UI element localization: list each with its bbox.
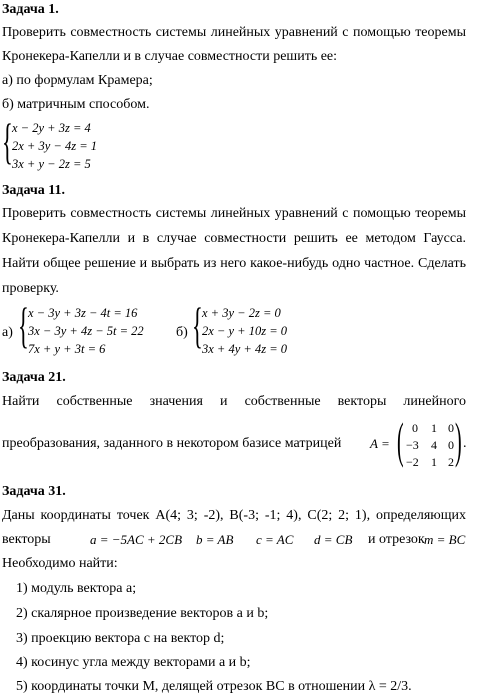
matrix-cell: 1 [431,455,437,469]
task11-line2: Кронекера-Капелли и в случае совместности решить ее методом Гаусса. [2,231,466,246]
matrix-cell: 0 [448,438,454,452]
and-segment: и отрезок [368,532,425,547]
task1-system [2,113,122,174]
need-to-find: Необходимо найти: [2,556,118,571]
task11-b-eq1: x + 3y − 2z = 0 [202,306,281,320]
list-item: 4) косинус угла между векторами a и b; [16,655,251,670]
matrix-cell: 0 [412,421,418,435]
task11-system-a [18,297,168,358]
vector-b-def: b = AB [196,532,234,547]
task21-title: Задача 21. [2,370,66,385]
task11-line1: Проверить совместность системы линейных уравнений с помощью теоремы [2,206,466,221]
task1-brace: { [2,113,13,169]
task11-a-eq1: x − 3y + 3z − 4t = 16 [28,306,138,320]
task11-b-eq3: 3x + 4y + 4z = 0 [202,342,288,356]
segment-def: m = BC [424,532,466,547]
matrix-name: A = [370,436,390,451]
task21-line2: преобразования, заданного в некотором базисе матрицей [2,436,342,451]
vector-c-def: c = AC [256,532,294,547]
task31-title: Задача 31. [2,484,66,499]
matrix-cell: 4 [431,438,437,452]
matrix-cell: 2 [448,455,454,469]
task1-item-a: а) по формулам Крамера; [2,73,153,88]
task1-line1: Проверить совместность системы линейных уравнений с помощью теоремы [2,25,466,40]
task1-eq3: 3x + y − 2z = 5 [12,157,91,171]
matrix-cell: 0 [448,421,454,435]
task11-a-eq2: 3x − 3y + 4z − 5t = 22 [28,324,144,338]
task11-title: Задача 11. [2,183,66,198]
task11-system-b [192,297,312,358]
task1-title: Задача 1. [2,2,59,17]
task21-line1: Найти собственные значения и собственные векторы линейного [2,394,466,409]
matrix-right-paren: ) [454,412,462,468]
list-item: 1) модуль вектора a; [16,581,137,596]
task1-line2: Кронекера-Капелли и в случае совместности решить ее: [2,49,338,64]
matrix-cell: −2 [406,455,419,469]
task31-line1: Даны координаты точек A(4; 3; -2), B(-3; -1; 4), C(2; 2; 1), определяющих [2,508,466,523]
task1-eq1: x − 2y + 3z = 4 [12,121,91,135]
list-item: 5) координаты точки M, делящей отрезок BC в отношении λ = 2/3. [16,679,412,694]
vector-a-def: a = −5AC + 2CB [90,532,183,547]
matrix-end: . [463,436,467,451]
list-item: 2) скалярное произведение векторов a и b; [16,606,269,621]
vector-d-def: d = CB [314,532,353,547]
vectors-word: векторы [2,532,51,547]
matrix-left-paren: ( [396,412,404,468]
task11-b-eq2: 2x − y + 10z = 0 [202,324,288,338]
task11-line3: Найти общее решение и выбрать из него какое-нибудь одно частное. Сделать [2,256,466,271]
list-item: 3) проекцию вектора c на вектор d; [16,631,225,646]
matrix-cell: 1 [431,421,437,435]
task11-brace-a: { [18,297,29,353]
task11-a-eq3: 7x + y + 3t = 6 [28,342,106,356]
task11-brace-b: { [192,297,203,353]
task1-eq2: 2x + 3y − 4z = 1 [12,139,98,153]
matrix-a [396,412,462,471]
task11-label-a: а) [2,325,13,340]
matrix-cell: −3 [406,438,419,452]
task11-line4: проверку. [2,281,59,296]
task1-item-b: б) матричным способом. [2,97,150,112]
task11-label-b: б) [176,325,188,340]
